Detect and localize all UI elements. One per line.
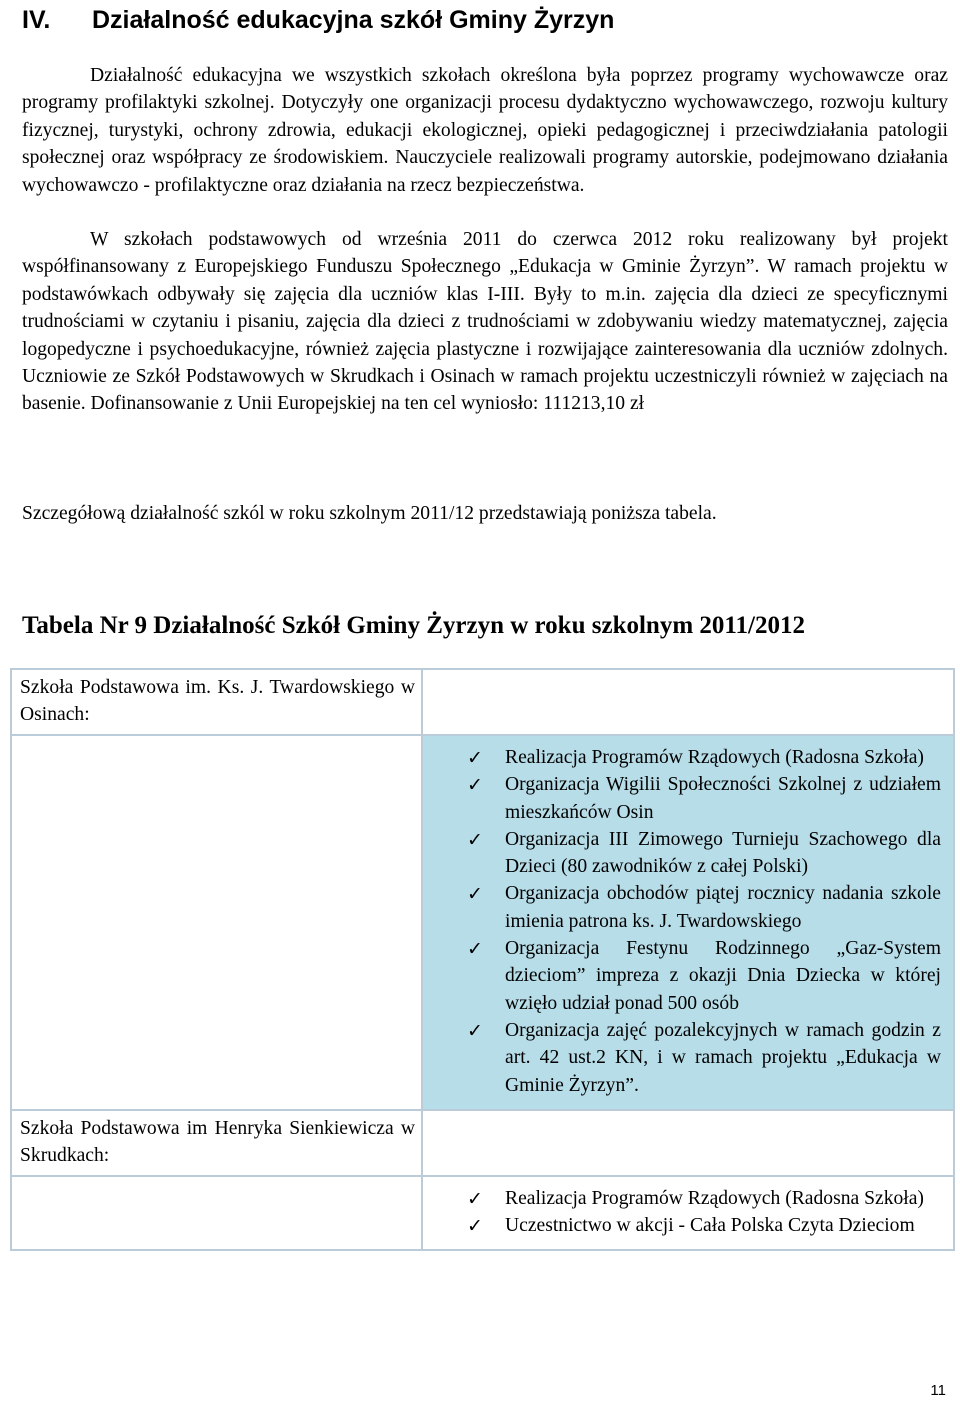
- activity-text: Realizacja Programów Rządowych (Radosna Szkoła): [505, 1187, 924, 1209]
- list-item: [467, 935, 941, 1017]
- list-item: [467, 826, 941, 881]
- paragraph-project: W szkołach podstawowych od września 2011 do czerwca 2012 roku realizowany był projekt współfinansowany z Europejskiego Funduszu Społecznego „Edukacja w Gminie Żyrzyn”. W ramach projektu w podstawówkach odbywały się zajęcia dla uczniów klas I-III. Były to m.in. zajęcia dla dzieci ze specyficznymi trudnościami w czytaniu i pisaniu, zajęcia dla dzieci z trudnościami w zdobywaniu wiedzy matematycznej, zajęcia logopedyczne i psychoedukacyjne, również zajęcia plastyczne i rozwijające zainteresowania dla uczniów zdolnych. Uczniowie ze Szkół Podstawowych w Skrudkach i Osinach w ramach projektu uczestniczyli również w zajęciach na basenie. Dofinansowanie z Unii Europejskiej na ten cel wyniosło: 111213,10 zł: [22, 229, 948, 415]
- schools-activity-table: [10, 668, 955, 1251]
- checkmark-icon: ✓: [467, 938, 483, 961]
- activities-list: [423, 1177, 953, 1250]
- table-row: [11, 669, 954, 735]
- header-blank-cell: [422, 669, 954, 735]
- checkmark-icon: ✓: [467, 828, 483, 851]
- activity-text: Uczestnictwo w akcji - Cała Polska Czyta Dzieciom: [505, 1215, 915, 1237]
- activity-text: Organizacja obchodów piątej rocznicy nadania szkole imienia patrona ks. J. Twardowskiego: [505, 883, 941, 932]
- section-heading: [22, 2, 614, 38]
- checkmark-icon: ✓: [467, 883, 483, 906]
- checkmark-icon: ✓: [467, 774, 483, 797]
- checkmark-icon: ✓: [467, 747, 483, 769]
- school-name-cell: Szkoła Podstawowa im. Ks. J. Twardowskiego w Osinach:: [11, 669, 422, 735]
- activities-list: [423, 736, 953, 1109]
- list-item: [467, 744, 941, 771]
- activity-text: Organizacja zajęć pozalekcyjnych w ramach godzin z art. 42 ust.2 KN, i w ramach projektu „Edukacja w Gminie Żyrzyn”.: [505, 1019, 941, 1096]
- table-row: [11, 735, 954, 1110]
- list-item: [467, 771, 941, 826]
- activity-text: Organizacja III Zimowego Turnieju Szachowego dla Dzieci (80 zawodników z całej Polski): [505, 828, 941, 878]
- section-title: Działalność edukacyjna szkół Gminy Żyrzyn: [92, 6, 615, 34]
- page-number: 11: [930, 1382, 946, 1399]
- school-name-cell: Szkoła Podstawowa im Henryka Sienkiewicza w Skrudkach:: [11, 1110, 422, 1176]
- blank-cell: [11, 1176, 422, 1251]
- table-row: [11, 1110, 954, 1176]
- paragraph-table-intro: Szczegółową działalność szkól w roku szkolnym 2011/12 przedstawiają poniższa tabela.: [22, 503, 717, 524]
- checkmark-icon: ✓: [467, 1187, 483, 1210]
- list-item: [467, 880, 941, 935]
- activities-cell: [422, 735, 954, 1110]
- checkmark-icon: ✓: [467, 1215, 483, 1238]
- activity-text: Organizacja Wigilii Społeczności Szkolnej z udziałem mieszkańców Osin: [505, 774, 941, 823]
- activities-cell: [422, 1176, 954, 1251]
- table-title: Tabela Nr 9 Działalność Szkół Gminy Żyrzyn w roku szkolnym 2011/2012: [22, 612, 805, 639]
- list-item: [467, 1185, 941, 1212]
- section-number: IV.: [22, 6, 51, 34]
- activity-text: Organizacja Festynu Rodzinnego „Gaz-System dzieciom” impreza z okazji Dnia Dziecka w której wzięło udział ponad 500 osób: [505, 938, 941, 1014]
- table-row: [11, 1176, 954, 1251]
- paragraph-programs: Działalność edukacyjna we wszystkich szkołach określona była poprzez programy wychowawcze oraz programy profilaktyki szkolnej. Dotyczyły one organizacji procesu dydaktyczno wychowawczego, rozwoju kultury fizycznej, turystyki, ochrony zdrowia, edukacji ekologicznej, opieki pedagogicznej i przeciwdziałania patologii społecznej oraz współpracy ze środowiskiem. Nauczyciele realizowali programy autorskie, podejmowano działania wychowawczo - profilaktyczne oraz działania na rzecz bezpieczeństwa.: [22, 65, 948, 196]
- activity-text: Realizacja Programów Rządowych (Radosna Szkoła): [505, 747, 924, 768]
- blank-cell: [11, 735, 422, 1110]
- checkmark-icon: ✓: [467, 1019, 483, 1042]
- header-blank-cell: [422, 1110, 954, 1176]
- list-item: [467, 1212, 941, 1239]
- list-item: [467, 1017, 941, 1099]
